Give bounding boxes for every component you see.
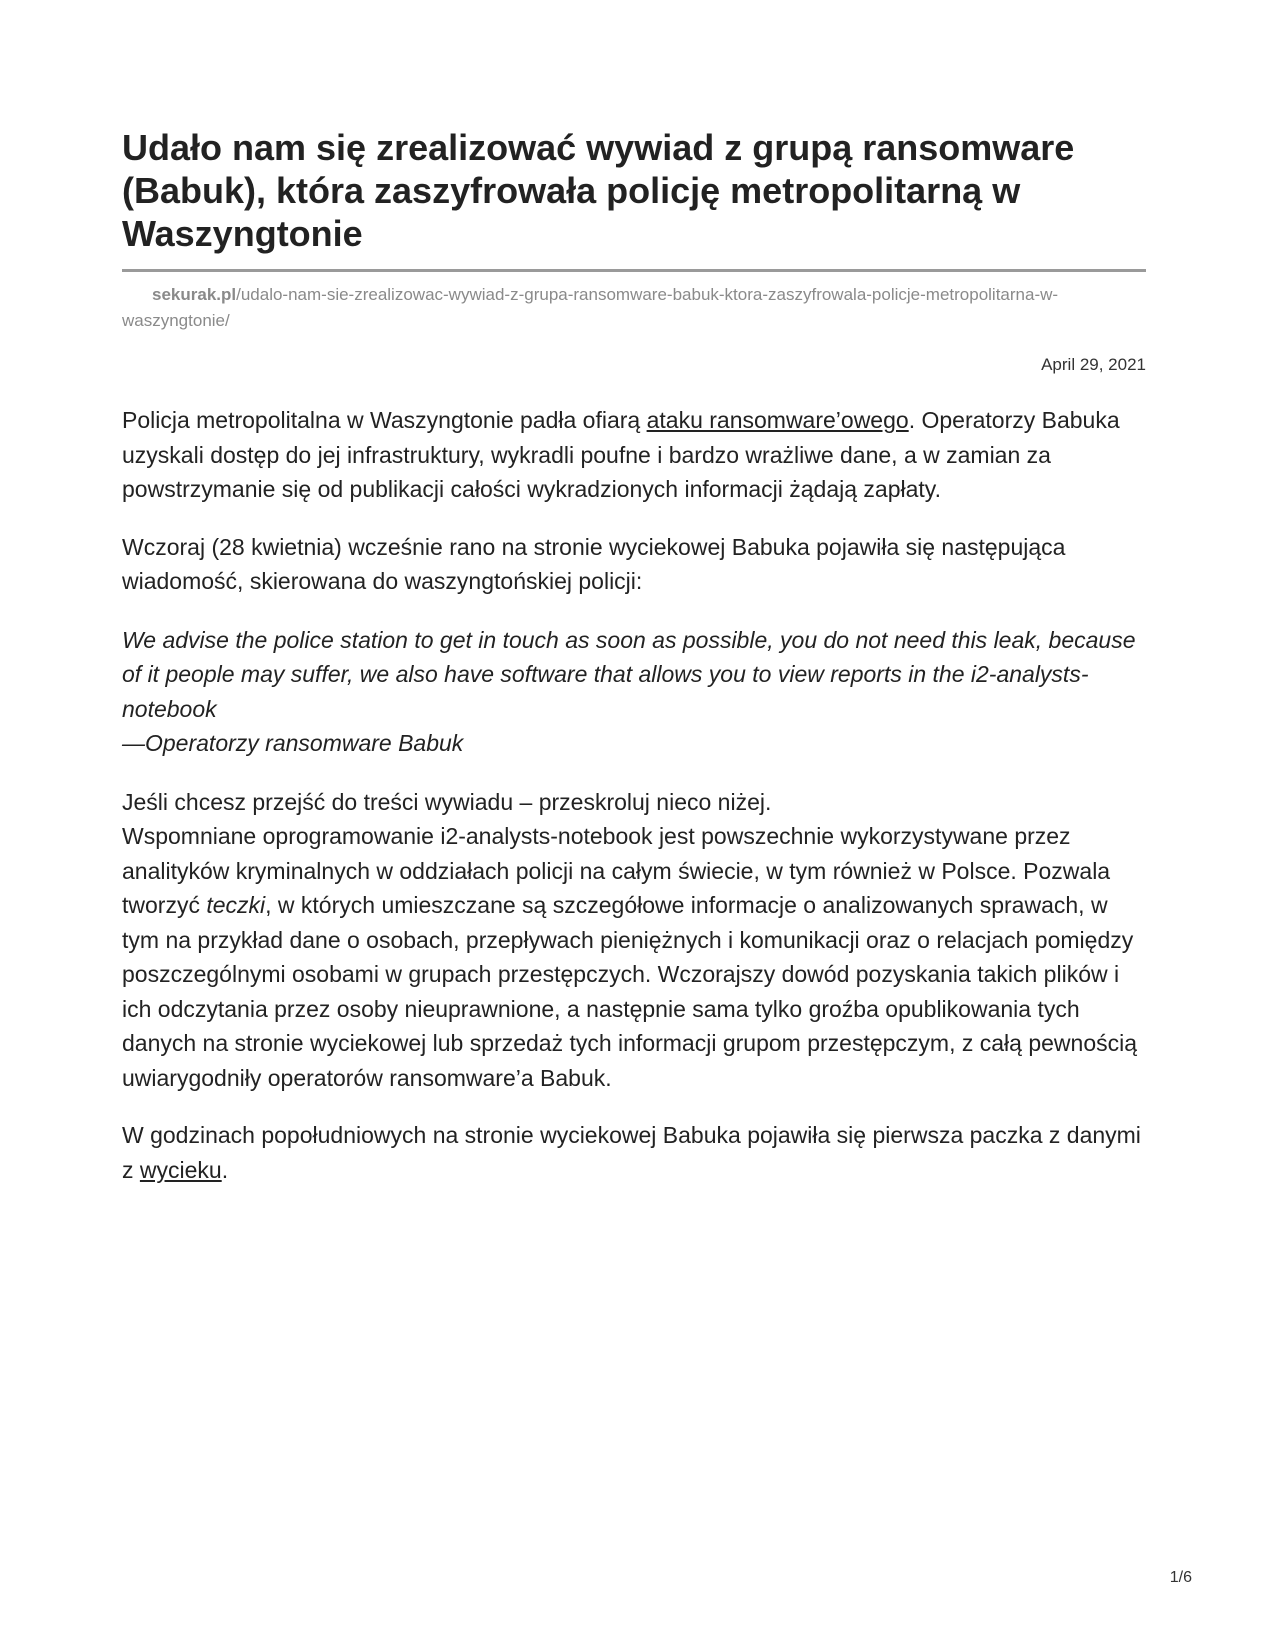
- paragraph-leak: [122, 1118, 1146, 1187]
- page-indicator: 1/6: [1169, 1569, 1192, 1586]
- paragraph-software: [122, 785, 1146, 1096]
- paragraph-text: . Operatorzy Babuka uzyskali dostęp do jej infrastruktury, wykradli poufne i bardzo wrażliwe dane, a w zamian za powstrzymanie się od publikacji całości wykradzionych informacji żądają zapłaty.: [122, 407, 1120, 502]
- source-url[interactable]: [122, 282, 1146, 334]
- leak-link[interactable]: wycieku: [139, 1156, 222, 1183]
- paragraph-intro: [122, 403, 1146, 507]
- paragraph-text: W godzinach popołudniowych na stronie wyciekowej Babuka pojawiła się pierwsza paczka z danymi z: [122, 1122, 1141, 1183]
- paragraph-message-intro: Wczoraj (28 kwietnia) wcześnie rano na stronie wyciekowej Babuka pojawiła się następująca wiadomość, skierowana do waszyngtońskiej policji:: [122, 533, 1066, 594]
- source-host[interactable]: sekurak.pl: [152, 285, 237, 304]
- article-title: Udało nam się zrealizować wywiad z grupą ransomware (Babuk), która zaszyfrowała policję metropolitarną w Waszyngtonie: [122, 127, 1075, 254]
- title-divider: [122, 269, 1146, 272]
- paragraph-text: .: [221, 1156, 229, 1183]
- paragraph-text: Wspomniane oprogramowanie i2-analysts-notebook jest powszechnie wykorzystywane przez analityków kryminalnych w oddziałach policji na całym świecie, w tym również w Polsce. Pozwala tworzyć: [122, 823, 1111, 918]
- quote-text: We advise the police station to get in touch as soon as possible, you do not need this leak, because of it people may suffer, we also have software that allows you to view reports in the i2-analysts-notebook: [122, 626, 1136, 722]
- ransomware-quote: [122, 623, 1146, 761]
- publish-date: April 29, 2021: [1041, 355, 1146, 374]
- scroll-hint: Jeśli chcesz przejść do treści wywiadu – przeskroluj nieco niżej.: [122, 788, 772, 815]
- paragraph-text: Policja metropolitalna w Waszyngtonie padła ofiarą: [122, 407, 647, 433]
- quote-attribution: —Operatorzy ransomware Babuk: [122, 730, 464, 756]
- paragraph-text: , w których umieszczane są szczegółowe informacje o analizowanych sprawach, w tym na przykład dane o osobach, przepływach pieniężnych i komunikacji oraz o relacjach pomiędzy poszczególnymi osobami w grupach przestępczych. Wczorajszy dowód pozyskania takich plików i ich odczytania przez osoby nieuprawnione, a następnie sama tylko groźba opublikowania tych danych na stronie wyciekowej lub sprzedaż tych informacji grupom przestępczym, z całą pewnością uwiarygodniły operatorów ransomware’a Babuk.: [122, 892, 1138, 1091]
- emphasis-teczki: teczki: [206, 892, 266, 918]
- ransomware-attack-link[interactable]: ataku ransomware’owego: [646, 407, 909, 433]
- source-path[interactable]: /udalo-nam-sie-zrealizowac-wywiad-z-grupa-ransomware-babuk-ktora-zaszyfrowala-policje-metropolitarna-w-waszyngtonie/: [122, 285, 1059, 330]
- article: [122, 126, 1146, 1187]
